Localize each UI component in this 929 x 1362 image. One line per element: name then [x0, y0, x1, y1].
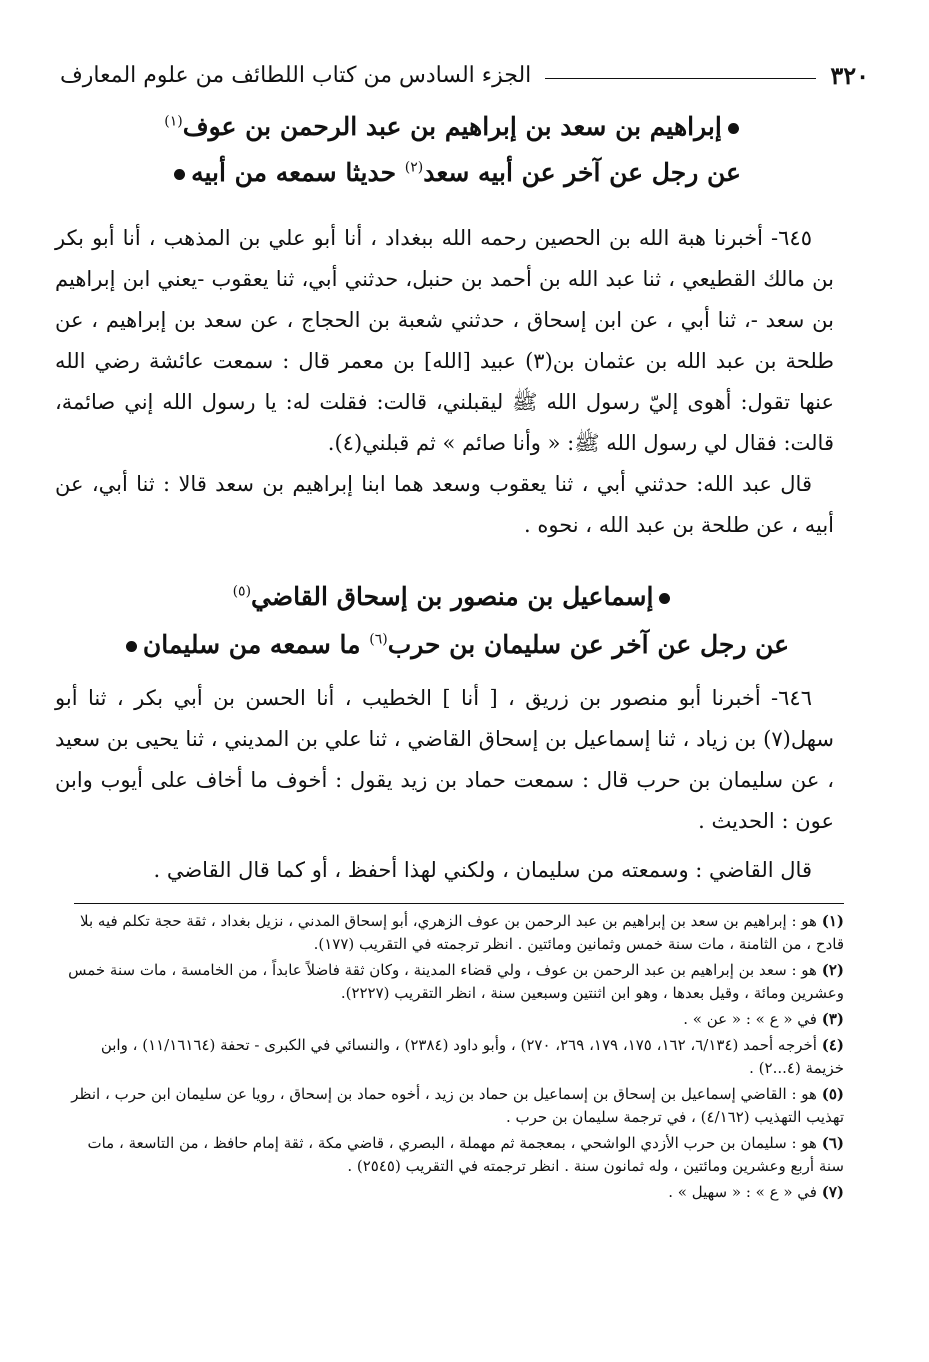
footnote-ref: (١): [164, 113, 183, 130]
footnote-item: [65, 1008, 844, 1031]
section1-subheading-a: عن رجل عن آخر عن أبيه سعد: [423, 158, 741, 187]
footnote-text: هو : سليمان بن حرب الأزدي الواشحي ، بمعجمة ثم مهملة ، البصري ، قاضي مكة ، ثقة إمام حافظ ، من التاسعة ، مات سنة أربع وعشرين ومائتين ، وله ثمانون سنة . انظر ترجمته في التقريب (٢٥٤٥) .: [87, 1134, 844, 1175]
running-title: الجزء السادس من كتاب اللطائف من علوم المعارف: [60, 62, 532, 88]
section2-heading-line1: [40, 582, 869, 612]
hadith-645-paragraph: ٦٤٥- أخبرنا هبة الله بن الحصين رحمه الله ببغداد ، أنا أبو علي بن المذهب ، أنا أبو بكر بن مالك القطيعي ، ثنا عبد الله بن أحمد بن حنبل، حدثني أبي، ثنا يعقوب -يعني ابن إبراهيم بن سعد -، ثنا أبي ، عن ابن إسحاق ، حدثني شعبة بن الحجاج ، عن سعد بن إبراهيم ، عن طلحة بن عبد الله بن عثمان بن(٣) عبيد [الله] بن معمر قال : سمعت عائشة رضي الله عنها تقول: أهوى إليّ رسول الله ﷺ ليقبلني، قالت: فقلت له: يا رسول الله إني صائمة، قالت: فقال لي رسول الله ﷺ: « وأنا صائم » ثم قبلني(٤).: [55, 226, 834, 455]
section2-subheading-a: عن رجل عن آخر عن سليمان بن حرب: [387, 630, 790, 659]
footnote-item: [65, 1034, 844, 1080]
bullet-icon: [659, 593, 670, 604]
footnote-ref: (٢): [404, 159, 424, 176]
footnote-number: (٧): [821, 1183, 844, 1201]
page-number: ٣٢٠: [830, 60, 869, 90]
footnote-number: (٢): [821, 961, 844, 979]
bullet-icon: [728, 123, 739, 134]
footnote-number: (١): [821, 912, 844, 930]
section1-note-paragraph: قال عبد الله: حدثني أبي ، ثنا يعقوب وسعد هما ابنا إبراهيم بن سعد قالا : ثنا أبي، عن أبيه ، عن طلحة بن عبد الله ، نحوه .: [55, 472, 834, 537]
footnote-number: (٤): [821, 1036, 844, 1054]
header-rule: [545, 78, 816, 79]
footnote-number: (٦): [821, 1134, 844, 1152]
footnote-text: أخرجه أحمد (٦/١٣٤، ١٦٢، ١٧٥، ١٧٩، ٢٦٩، ٢٧٠) ، وأبو داود (٢٣٨٤) ، والنسائي في الكبرى - تحفة (١١/١٦١٦٤) ، وابن خزيمة (٤...٢) .: [100, 1036, 844, 1077]
bullet-icon: [174, 169, 185, 180]
footnote-number: (٣): [821, 1010, 844, 1028]
section2-subheading-b: ما سمعه من سليمان: [142, 630, 361, 659]
section1-heading-line2: [40, 158, 869, 188]
section1-heading-text: إبراهيم بن سعد بن إبراهيم بن عبد الرحمن بن عوف: [182, 112, 722, 141]
footnote-text: في « ع » : « عن » .: [683, 1010, 817, 1028]
hadith-646-paragraph: ٦٤٦- أخبرنا أبو منصور بن زريق ، [ أنا ] الخطيب ، أنا الحسن بن أبي بكر ، ثنا أبو سهل(٧) بن زياد ، ثنا إسماعيل بن إسحاق القاضي ، ثنا علي بن المديني ، ثنا يحيى بن سعيد ، عن سليمان بن حرب قال : سمعت حماد بن زيد يقول : أخوف ما أخاف على أيوب وابن عون : الحديث .: [55, 686, 834, 833]
section2-body: [55, 678, 834, 891]
section1-subheading-b: حديثا سمعه من أبيه: [191, 158, 397, 187]
section1-heading-line1: [40, 112, 869, 142]
footnotes: [65, 910, 844, 1207]
footnote-item: [65, 1132, 844, 1178]
footnote-ref: (٥): [232, 583, 252, 600]
footnote-ref: (٦): [369, 631, 388, 648]
footnote-item: [65, 959, 844, 1005]
footnote-text: هو : إبراهيم بن سعد بن إبراهيم بن عبد الرحمن بن عوف الزهري، أبو إسحاق المدني ، نزيل بغداد ، ثقة حجة تكلم فيه بلا قادح ، من الثامنة ، مات سنة خمس وثمانين ومائتين . انظر ترجمته في التقريب (١٧٧).: [80, 912, 844, 953]
section1-body: [55, 218, 834, 546]
footnote-item: [65, 1181, 844, 1204]
section2-heading-text: إسماعيل بن منصور بن إسحاق القاضي: [251, 582, 654, 611]
footnote-text: هو : القاضي إسماعيل بن إسحاق بن إسماعيل بن حماد بن زيد ، أخوه حماد بن إسحاق ، رويا عن سليمان ابن حرب ، انظر تهذيب التهذيب (٤/١٦٢) ، في ترجمة سليمان بن حرب .: [71, 1085, 844, 1126]
footnote-text: في « ع » : « سهيل » .: [668, 1183, 817, 1201]
footnote-text: هو : سعد بن إبراهيم بن عبد الرحمن بن عوف ، ولي قضاء المدينة ، وكان ثقة فاضلاً عابداً ، من الخامسة ، مات سنة خمس وعشرين ومائة ، وقيل بعدها ، وهو ابن اثنتين وسبعين سنة ، انظر التقريب (٢٢٢٧).: [68, 961, 844, 1002]
section2-note-paragraph: قال القاضي : وسمعته من سليمان ، ولكني لهذا أحفظ ، أو كما قال القاضي .: [153, 858, 812, 882]
footnote-number: (٥): [821, 1085, 844, 1103]
bullet-icon: [126, 641, 137, 652]
section2-heading-line2: [40, 630, 869, 660]
footnote-item: [65, 910, 844, 956]
page-header: [60, 55, 869, 95]
footnote-item: [65, 1083, 844, 1129]
footnote-separator: [74, 903, 844, 904]
